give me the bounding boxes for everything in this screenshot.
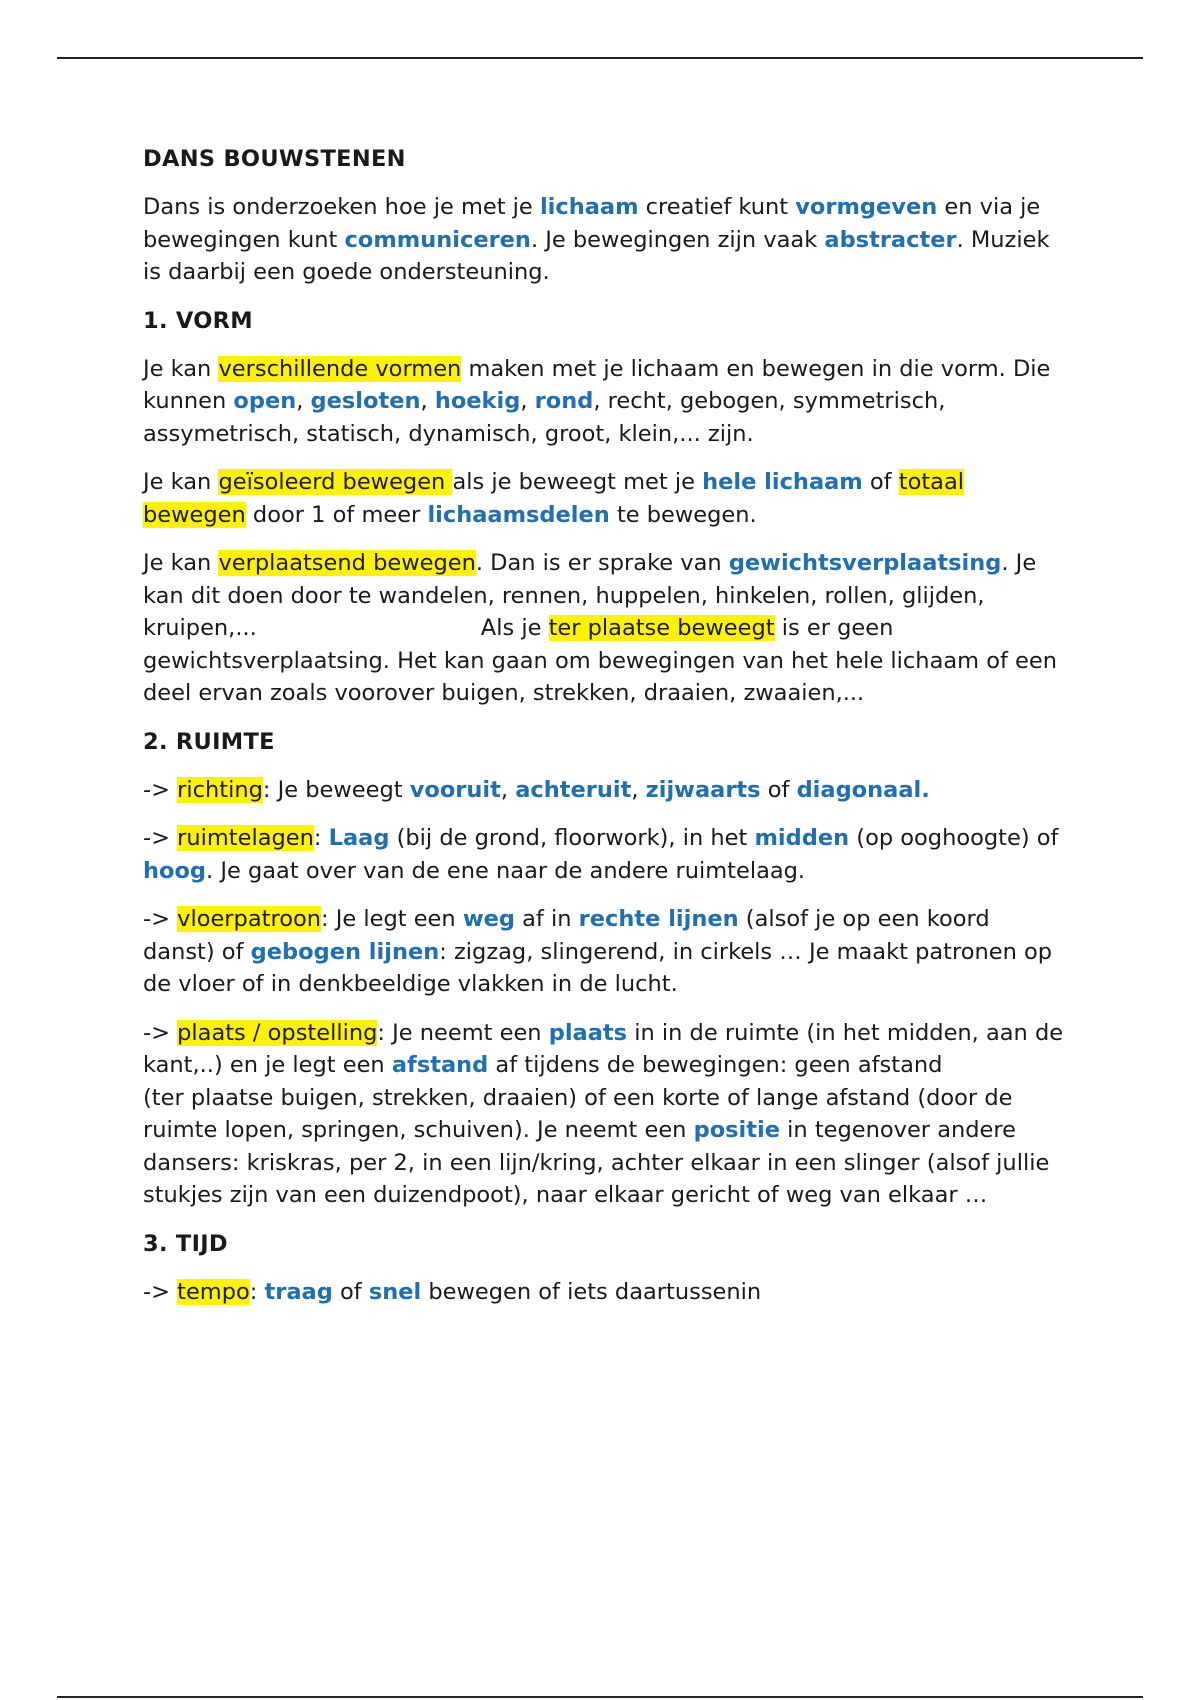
text: de vloer of in denkbeeldige vlakken in de lucht. xyxy=(143,971,678,997)
keyword: open xyxy=(233,388,297,414)
arrow-text: -> xyxy=(143,825,178,851)
keyword: snel xyxy=(368,1278,422,1305)
text: maken met je lichaam en bewegen in die vorm. Die kunnen xyxy=(143,355,1051,414)
footer-rule xyxy=(57,1696,1143,1698)
text: Als je xyxy=(480,615,549,641)
text: te bewegen. xyxy=(609,501,757,528)
keyword: gewichtsverplaatsing xyxy=(728,550,1002,576)
text: door 1 of meer xyxy=(245,501,428,528)
ruimte-ruimtelagen xyxy=(143,822,1068,887)
vorm-paragraph-3 xyxy=(143,547,1068,710)
text: in tegenover andere xyxy=(780,1117,1016,1143)
keyword: communiceren xyxy=(344,226,531,253)
highlight: richting xyxy=(177,776,263,803)
text: , recht, gebogen, symmetrisch, assymetrisch, statisch, dynamisch, groot, klein,... zijn. xyxy=(143,388,946,447)
keyword: hoekig xyxy=(434,388,521,414)
text: : Je neemt een xyxy=(377,1019,549,1046)
text: of xyxy=(332,1278,369,1305)
text: , xyxy=(296,388,311,414)
ruimte-plaats xyxy=(143,1017,1068,1212)
highlight: geïsoleerd bewegen xyxy=(218,469,453,495)
keyword: afstand xyxy=(391,1052,489,1078)
keyword: zijwaarts xyxy=(645,776,761,803)
keyword: hele lichaam xyxy=(702,469,863,495)
text: af tijdens de bewegingen: geen afstand xyxy=(488,1052,943,1078)
keyword: rond xyxy=(534,388,594,414)
text: : xyxy=(249,1278,265,1305)
text: creatief kunt xyxy=(638,194,796,220)
arrow-text: -> xyxy=(143,776,178,803)
keyword: rechte lijnen xyxy=(578,906,739,932)
text: en via je bewegingen kunt xyxy=(143,194,1041,253)
keyword: traag xyxy=(264,1278,333,1305)
highlight: tempo xyxy=(177,1278,250,1305)
text: : xyxy=(313,825,329,851)
arrow-text: -> xyxy=(143,1278,178,1305)
keyword: midden xyxy=(754,825,850,851)
text: : zigzag, slingerend, in cirkels … Je maakt patronen op xyxy=(439,938,1053,965)
text: af in xyxy=(514,906,579,932)
text: : Je beweegt xyxy=(262,776,410,803)
keyword: plaats xyxy=(548,1019,628,1046)
keyword: achteruit xyxy=(515,776,632,803)
arrow-text: -> xyxy=(143,1019,178,1046)
text: Je kan xyxy=(143,469,219,495)
text: of xyxy=(760,776,797,803)
keyword: weg xyxy=(462,906,515,932)
section-heading-vorm: 1. VORM xyxy=(143,307,253,334)
text: is er geen gewichtsverplaatsing. Het kan gaan om bewegingen van het hele lichaam of een deel ervan zoals voorover buigen, strekken, draaien, zwaaien,... xyxy=(143,615,1057,706)
document-body xyxy=(143,143,1068,1324)
keyword: vormgeven xyxy=(795,194,938,220)
vorm-paragraph-1 xyxy=(143,353,1068,451)
text: , xyxy=(500,776,516,803)
text: stukjes zijn van een duizendpoot), naar elkaar gericht of weg van elkaar … xyxy=(143,1182,988,1208)
text: . Dan is er sprake van xyxy=(475,550,729,576)
section-heading-ruimte: 2. RUIMTE xyxy=(143,728,275,755)
highlight: verplaatsend bewegen xyxy=(218,550,476,576)
text: (ter plaatse buigen, strekken, draaien) of een korte of lange afstand (door de xyxy=(143,1084,1013,1111)
keyword: diagonaal. xyxy=(796,776,930,803)
ruimte-richting xyxy=(143,774,1068,807)
text: (bij de grond, floorwork), in het xyxy=(389,825,755,851)
keyword: lichaamsdelen xyxy=(427,501,610,528)
keyword: abstracter xyxy=(824,226,957,253)
keyword: lichaam xyxy=(539,194,639,220)
highlight: vloerpatroon xyxy=(177,906,321,932)
keyword: gebogen lijnen xyxy=(250,938,440,965)
text: , xyxy=(631,776,646,803)
keyword: vooruit xyxy=(409,776,501,803)
text: dansers: kriskras, per 2, in een lijn/kring, achter elkaar in een slinger (alsof jullie xyxy=(143,1149,1050,1176)
text: of xyxy=(862,469,899,495)
text: Je kan xyxy=(143,355,219,382)
keyword: hoog xyxy=(143,857,207,884)
vorm-paragraph-2 xyxy=(143,466,1068,531)
text: . Je bewegingen zijn vaak xyxy=(530,226,825,253)
section-heading-tijd: 3. TIJD xyxy=(143,1230,228,1257)
text: (alsof je op een koord danst) of xyxy=(143,906,990,965)
text: Je kan xyxy=(143,550,219,576)
keyword: Laag xyxy=(328,825,390,851)
keyword: positie xyxy=(693,1117,780,1143)
highlight: plaats / opstelling xyxy=(177,1019,378,1046)
text: (op ooghoogte) of xyxy=(849,825,1059,851)
intro-paragraph xyxy=(143,191,1068,289)
header-rule xyxy=(57,57,1143,59)
keyword: gesloten xyxy=(310,388,421,414)
text: , xyxy=(520,388,535,414)
ruimte-vloerpatroon xyxy=(143,903,1068,1001)
text: . Je kan dit doen door te wandelen, rennen, huppelen, hinkelen, rollen, glijden, kruipen,... xyxy=(143,550,1037,641)
text: als je beweegt met je xyxy=(452,469,703,495)
highlight: ter plaatse beweegt xyxy=(548,615,775,641)
text: bewegen of iets daartussenin xyxy=(421,1278,762,1305)
arrow-text: -> xyxy=(143,906,178,932)
text: : Je legt een xyxy=(321,906,463,932)
text: Dans is onderzoeken hoe je met je xyxy=(143,194,540,220)
text: ruimte lopen, springen, schuiven). Je neemt een xyxy=(143,1117,694,1143)
text: in in de ruimte (in het midden, aan de kant,..) en je legt een xyxy=(143,1019,1064,1078)
tijd-tempo xyxy=(143,1276,1068,1309)
highlight: totaal bewegen xyxy=(143,469,965,528)
text: , xyxy=(420,388,435,414)
text: . Muziek is daarbij een goede ondersteuning. xyxy=(143,226,1050,285)
document-title: DANS BOUWSTENEN xyxy=(143,146,406,172)
highlight: verschillende vormen xyxy=(218,355,462,382)
text: . Je gaat over van de ene naar de andere ruimtelaag. xyxy=(206,857,806,884)
highlight: ruimtelagen xyxy=(177,825,314,851)
